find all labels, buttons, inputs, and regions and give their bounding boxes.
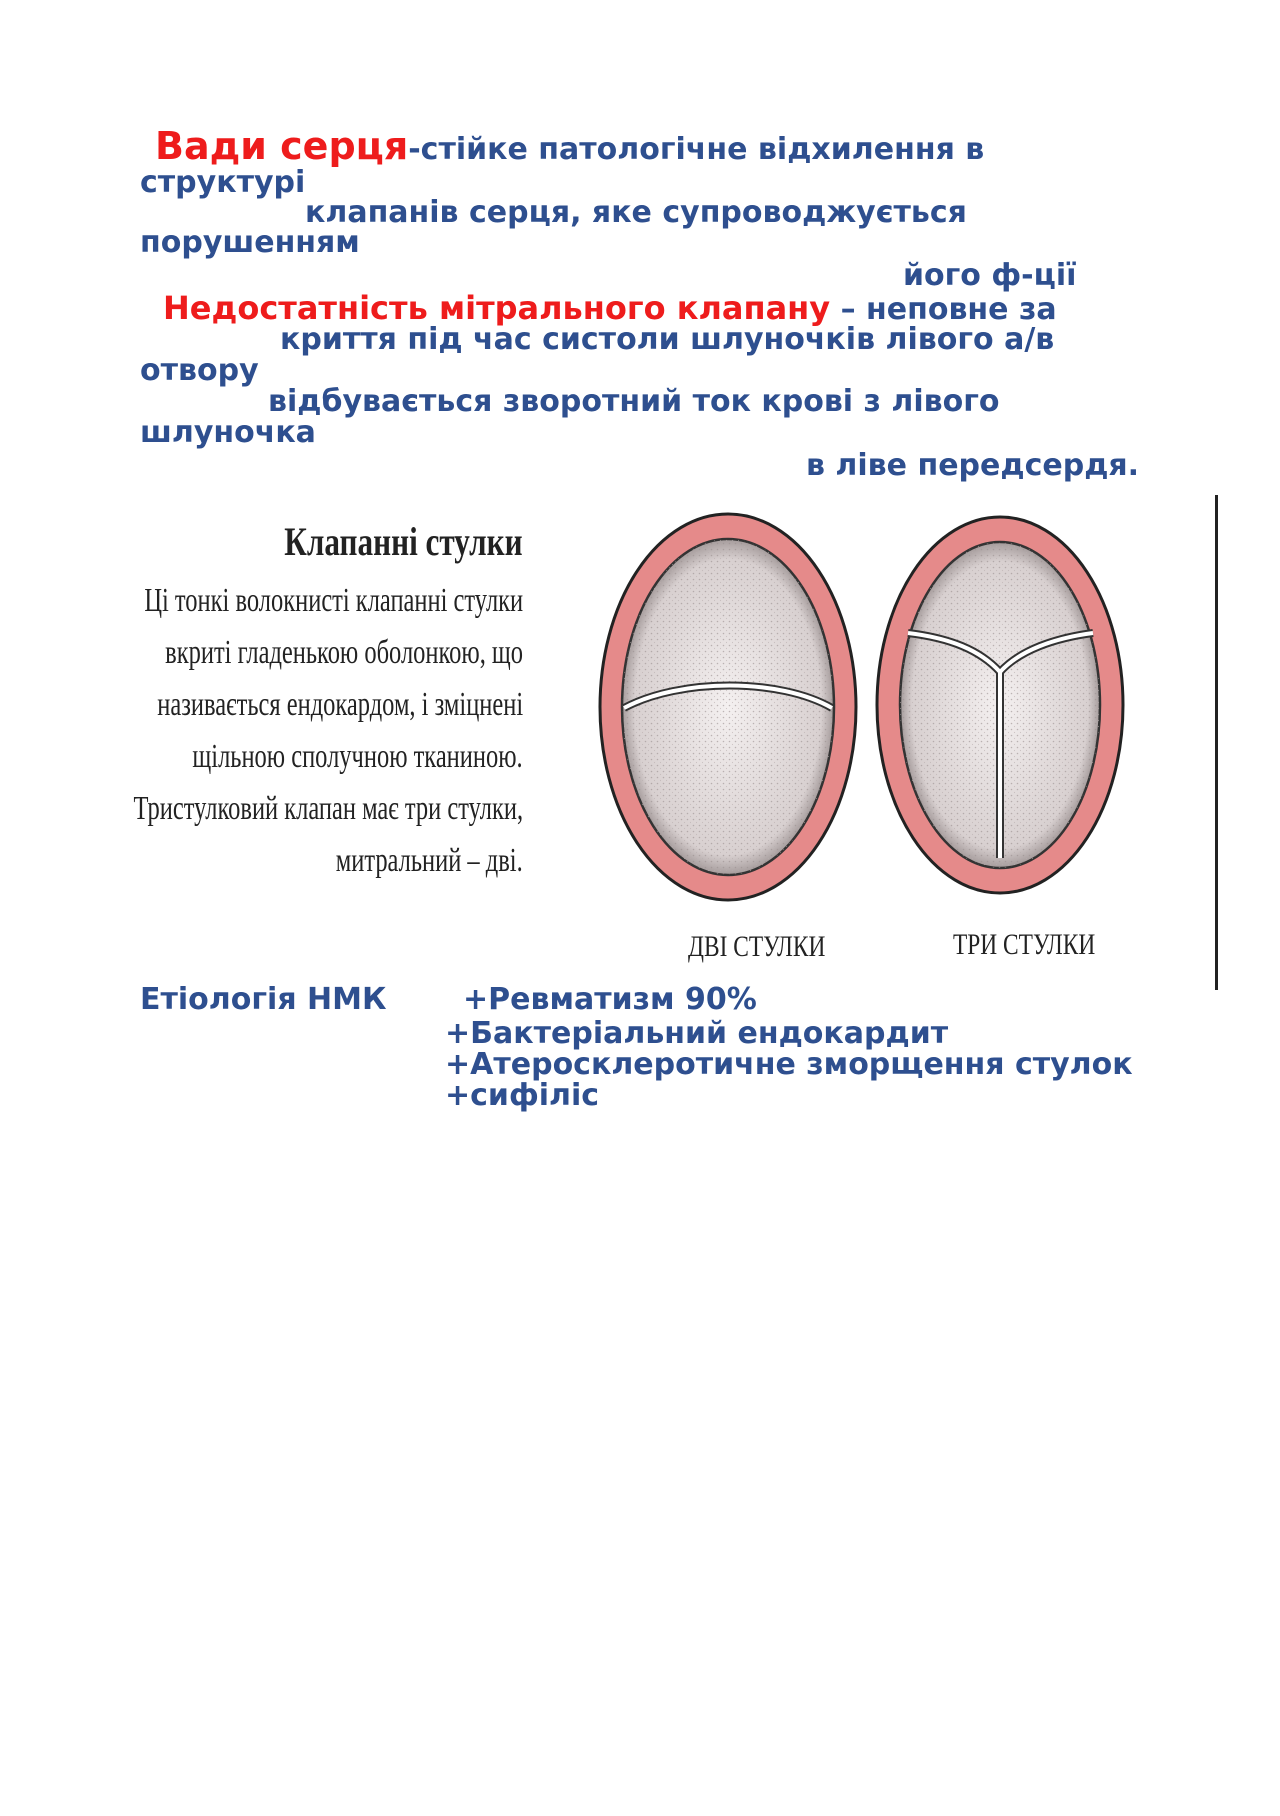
definition-text: -стійке патологічне відхилення в — [408, 132, 985, 167]
etiology-item: +Атеросклеротичне зморщення стулок — [445, 1047, 1133, 1082]
valve-leaflets-figure — [133, 500, 1220, 1000]
figure-title: Клапанні стулки — [284, 519, 523, 564]
caption-two-leaflets: ДВІ СТУЛКИ — [688, 930, 826, 963]
insufficiency-line-2: криття під час систоли шлуночків лівого а/в — [280, 322, 1055, 357]
defect-term: Вади серця — [155, 124, 409, 168]
etiology-heading: Етіологія НМК — [140, 982, 387, 1017]
valve-illustration — [140, 500, 1220, 940]
caption-three-leaflets: ТРИ СТУЛКИ — [953, 928, 1096, 961]
insufficiency-line-4: відбувається зворотний ток крові з лівого — [268, 384, 1000, 419]
figure-text-line: митральний – дві. — [335, 842, 523, 879]
figure-text-line: Ці тонкі волокнисті клапанні стулки — [144, 582, 523, 619]
figure-text-line: Тристулковий клапан має три стулки, — [133, 790, 523, 827]
insufficiency-line-5: шлуночка — [140, 415, 316, 450]
figure-text-line: щільною сполучною тканиною. — [192, 738, 523, 775]
etiology-item: +сифіліс — [445, 1078, 600, 1113]
definition-line-2: структурі — [140, 165, 306, 200]
insufficiency-term: Недостатність мітрального клапану — [163, 289, 831, 327]
insufficiency-line-3: отвору — [140, 353, 259, 388]
insufficiency-text: – неповне за — [830, 292, 1057, 327]
insufficiency-line-6: в ліве передсердя. — [806, 448, 1140, 483]
figure-text-line: вкриті гладенькою оболонкою, що — [165, 634, 523, 671]
definition-line-4: порушенням — [140, 225, 360, 260]
definition-line-1 — [155, 124, 985, 168]
figure-text-line: називається ендокардом, і зміцнені — [157, 686, 523, 723]
etiology-item: +Ревматизм 90% — [463, 982, 757, 1017]
figure-border-line — [1215, 495, 1218, 990]
definition-line-5: його ф-ції — [903, 258, 1077, 293]
insufficiency-line-1 — [163, 289, 1057, 327]
definition-line-3: клапанів серця, яке супроводжується — [305, 195, 967, 230]
bicuspid-valve-icon — [600, 514, 856, 900]
tricuspid-valve-icon — [877, 517, 1123, 893]
etiology-item: +Бактеріальний ендокардит — [445, 1016, 949, 1051]
